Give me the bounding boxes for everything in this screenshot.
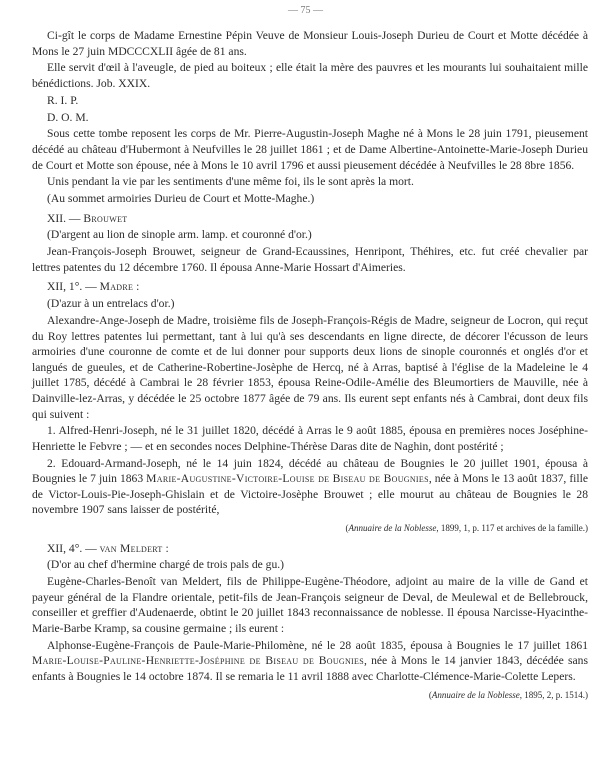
source-title: Annuaire de la Noblesse (431, 689, 520, 700)
epitaph-pepin-verse: Elle servit d'œil à l'aveugle, de pied au boiteux ; elle était la mère des pauvres et les mourants lui souhaitaient mille bénédictions. Job. XXIX. (32, 61, 588, 90)
section-heading-brouwet: XII. — Brouwet (47, 211, 128, 225)
dom-line: D. O. M. (47, 110, 89, 124)
rip-line: R. I. P. (47, 93, 79, 107)
madre-child-2 (32, 456, 588, 518)
armorial-note: (Au sommet armoiries Durieu de Court et Motte-Maghe.) (47, 192, 315, 206)
section-family-name: van Meldert (99, 541, 163, 555)
text-run: 2. Edouard-Armand-Joseph, né le 14 juin 1824, décédé au château de Bougnies le 20 juillet 1901, épousa à Bougnies le 7 juin 1863 (32, 456, 588, 486)
epitaph-maghe: Sous cette tombe reposent les corps de Mr. Pierre-Augustin-Joseph Maghe né à Mons le 28 juin 1791, pieusement décédé au château d'Hubermont à Neufvilles le 28 juillet 1861 ; et de Dame Albertine-Antoinette-Marie-Joseph Durieu de Court et Motte son épouse, née à Mons le 10 avril 1796 et aussi pieusement décédée à Neufvilles le 28 8bre 1856. (32, 127, 588, 172)
epitaph-pepin: Ci-gît le corps de Madame Ernestine Pépin Veuve de Monsieur Louis-Joseph Durieu de Court et Motte décédée à Mons le 27 juin MDCCCXLII âgée de 81 ans. (32, 29, 588, 58)
section-heading-madre: XII, 1°. — Madre : (47, 280, 140, 294)
source-details: , 1895, 2, p. 1514.) (519, 689, 588, 700)
page-body (32, 28, 588, 706)
madre-arms: (D'azur à un entrelacs d'or.) (47, 297, 175, 311)
text-run: , née à Mons le 13 août 1837, fille de Victor-Louis-Pie-Joseph-Ghislain et de Victoire-Josèphe Brouwet ; elle mourut au château de Bougnies le 28 novembre 1907 sans laisser de postérité, (32, 472, 588, 517)
van-meldert-child (32, 638, 588, 685)
spouse-name: Marie-Augustine-Victoire-Louise de Biseau de Bougnies (146, 472, 429, 486)
spouse-name: Marie-Louise-Pauline-Henriette-Joséphine de Biseau de Bougnies (32, 654, 364, 668)
section-family-name: Brouwet (83, 211, 128, 225)
van-meldert-arms: (D'or au chef d'hermine chargé de trois pals de gu.) (47, 558, 285, 572)
madre-child-1: 1. Alfred-Henri-Joseph, né le 31 juillet 1820, décédé à Arras le 9 août 1885, épousa en premières noces Joséphine-Henriette le Febvre ; — et en secondes noces Delphine-Thérèse Daras dite de Naghin, dont postérité ; (32, 424, 588, 453)
section-family-name: Madre (99, 280, 134, 294)
section-number: XII, 4°. (47, 541, 83, 555)
van-meldert-text: Eugène-Charles-Benoît van Meldert, fils de Philippe-Eugène-Théodore, adjoint au maire de la ville de Gand et payeur général de la Flandre orientale, petit-fils de Jean-François seigneur de Deval, de Meulewal et de Bellebrouck, conseiller et greffier d'Audenaerde, obtint le 20 juillet 1843 reconnaissance de noblesse. Il épousa Narcisse-Hyacinthe-Marie-Barbe Kramp, sa cousine germaine ; ils eurent : (32, 575, 588, 635)
page-number: — 75 — (288, 5, 323, 16)
section-number: XII. (47, 211, 66, 225)
text-run: , née à Mons le 14 janvier 1843, décédée sans enfants à Bougnies le 14 octobre 1874. Il se remaria le 11 avril 1888 avec Charlotte-Clémence-Marie-Colette Lepers. (32, 654, 588, 683)
epitaph-maghe-verse: Unis pendant la vie par les sentiments d'une même foi, ils le sont après la mort. (47, 175, 414, 189)
madre-text: Alexandre-Ange-Joseph de Madre, troisième fils de Joseph-François-Régis de Madre, seigneur de Locron, qui reçut du Roy lettres patentes lui permettant, tant à lui qu'à ses descendants en ligne directe, de décorer l'écusson de leurs armoiries d'une couronne de comte et de lui donner pour supports deux lions de sinople couronnés et onglés d'or et langués de gueules, et de Catherine-Robertine-Josèphe de Hercq, né à Arras, baptisé à l'église de la Madeleine le 4 juillet 1785, décédé à Cambrai le 28 février 1853, épousa Reine-Odile-Amélie des Bleumortiers de Mauville, née à Dainville-lez-Arras, y décédée le 25 octobre 1877 âgée de 79 ans. Ils eurent sept enfants nés à Cambrai, dont deux fils qui suivent : (32, 313, 588, 421)
text-run: Alphonse-Eugène-François de Paule-Marie-Philomène, né le 28 août 1835, épousa à Bougnies le 17 juillet 1861 (47, 638, 588, 652)
source-details: , 1899, 1, p. 117 et archives de la famille.) (436, 523, 588, 534)
section-number: XII, 1°. (47, 280, 83, 294)
section-heading-van-meldert: XII, 4°. — van Meldert : (47, 541, 169, 555)
madre-source: (Annuaire de la Noblesse, 1899, 1, p. 117 et archives de la famille.) (345, 523, 588, 534)
brouwet-text: Jean-François-Joseph Brouwet, seigneur de Grand-Ecaussines, Henripont, Théhires, etc. fut créé chevalier par lettres patentes du 12 décembre 1760. Il épousa Anne-Marie Hossart d'Aimeries. (32, 245, 588, 274)
brouwet-arms: (D'argent au lion de sinople arm. lamp. et couronné d'or.) (47, 228, 312, 242)
van-meldert-source: (Annuaire de la Noblesse, 1895, 2, p. 1514.) (428, 689, 588, 700)
source-title: Annuaire de la Noblesse (348, 523, 437, 534)
